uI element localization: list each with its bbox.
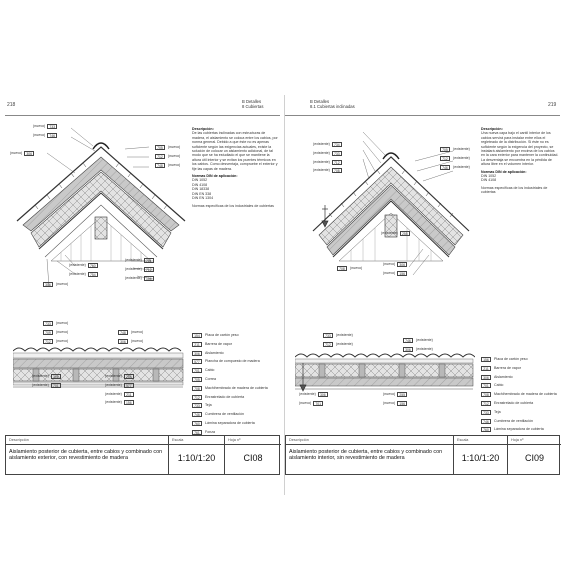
legend-item: 211 Barrera de vapor — [481, 366, 561, 375]
detail-callouts-left-bottom: (existente) 306 (nuevo) 701 — [299, 392, 331, 410]
legend-item: 306 Aislamiento — [192, 351, 280, 360]
scale-value: 1:10/1:20 — [177, 453, 216, 463]
title-block — [285, 435, 560, 475]
legend-item: 712 Enrastrelado de cubierta — [192, 395, 280, 404]
title-block-description: Descripción Aislamiento posterior de cubierta, entre cabios y combinado con aislamiento interior, sin revestimiento de madera — [286, 436, 454, 474]
page-number: 218 — [7, 102, 16, 108]
callout-group-mid-right: (existente) 701 (existente) 712 (existente) 156 — [125, 258, 157, 284]
title-block-scale: Escala 1:10/1:20 — [169, 436, 225, 474]
norms-list: DIN 1052 DIN 4108 — [481, 174, 497, 183]
sheet-title: Aislamiento posterior de cubierta, entre cabios y combinado con aislamiento exterior, con revestimiento de madera — [9, 449, 163, 462]
detail-callouts-left: 733 (existente) 712 (existente) — [323, 333, 353, 351]
legend-item: 705 Correa — [192, 377, 280, 386]
callout-lower-left-3: 306 (nuevo) — [43, 282, 68, 291]
detail-callouts-right-bottom: (nuevo) 255 (nuevo) 156 — [383, 392, 410, 410]
legend-item: 156 Placa de cartón yeso — [481, 357, 561, 366]
materials-legend — [481, 357, 561, 436]
legend-item: 211 Barrera de vapor — [192, 342, 280, 351]
description-block: Descripción: De las cubiertas inclinadas con estructuras de madera, el aislamiento se coloca entre los cabios, por norma general. Debido a que éste no es apenas suficiente según las exigencias actuales, existe la solución de colocar un aislamiento adicional, de tal modo que se ha estudiado el que se mantiene la altura útil interior y se evitan los puentes térmicos en los cabios. Como desventaja, compruebe el exterior y fije las capas de madera. Normas DIN de aplicación: DIN 1052 DIN 4108 DIN 18338 DIN EN 338 DIN EN 1304 Normas específicas de los industriales de cubiertas — [192, 127, 278, 208]
legend-item: 733 Teja — [192, 403, 280, 412]
norms-note: Normas específicas de los industriales de cubiertas — [192, 203, 274, 208]
detail-callouts-right-top: 746 (existente) 306 (existente) — [403, 338, 433, 356]
legend-item: 306 Aislamiento — [481, 375, 561, 384]
right-page — [285, 95, 565, 495]
legend-item: 760 Lámina separadora de cubierta — [192, 421, 280, 430]
ridge-cap — [93, 143, 109, 149]
header-rule — [285, 115, 560, 116]
description-block: Descripción: Una nueva capa bajo el cantil interior de los cabios servirá para instalar entre ellos el regleteado de la distribución. Si éste no es suficiente según la exigencia del proyecto, se instalará aislamiento por encima de los cabios en la cara exterior para mantener la continuidad. La desventaja se encuentra en la pérdida de altura libre en el volumen interior. Normas DIN de aplicación: DIN 1052 DIN 4108 Normas específicas de los industriales de cubiertas — [481, 127, 559, 195]
title-block-sheet: Hoja nº CI09 — [508, 436, 561, 474]
legend-item: 154 Placa de cartón yeso — [192, 333, 280, 342]
callout-group-top-left: (nuevo) 733 (nuevo) 746 — [33, 124, 60, 142]
legend-item: 712 Enrastrelado de cubierta — [481, 401, 561, 410]
detail-callouts-right-top: 748 (nuevo) 306 (nuevo) — [118, 330, 143, 348]
running-head — [242, 99, 263, 109]
detail-section-drawing — [13, 331, 188, 403]
header-rule — [5, 115, 280, 116]
running-head-line: 8 Cubiertas — [242, 104, 264, 110]
title-block-scale: Escala 1:10/1:20 — [454, 436, 508, 474]
ridge-beam — [95, 217, 107, 239]
legend-item: 760 Lámina separadora de cubierta — [481, 427, 561, 436]
running-head-line: B Detalles — [310, 99, 330, 104]
callout-lower-left: 708 (nuevo) — [337, 266, 362, 275]
callout-group-lower-left: (existente) 760 (existente) 754 — [69, 263, 101, 281]
callout-group-lower-right: (nuevo) 306 (nuevo) 156 — [383, 262, 410, 280]
left-page — [5, 95, 285, 495]
legend-item: 701 Cabio — [192, 368, 280, 377]
running-head-line: 8.1 Cubiertas inclinadas — [310, 104, 355, 110]
detail-callouts-left: 733 (nuevo) 709 (nuevo) 712 (nuevo) — [43, 321, 68, 347]
norms-note: Normas específicas de los industriales de cubiertas — [481, 185, 548, 195]
sheet-number: CI09 — [524, 453, 544, 463]
callout-group-top-right: 705 (nuevo) 712 (nuevo) 748 (nuevo) — [155, 145, 180, 171]
running-head-line: B Detalles — [242, 99, 262, 104]
legend-item: 746 Cumbrera de ventilación — [192, 412, 280, 421]
detail-callouts-left-bottom: (existente) 306 (existente) 701 — [32, 374, 64, 392]
callout-top-left-3: (nuevo) 306 — [10, 151, 37, 160]
title-block-sheet: Hoja nº CI08 — [225, 436, 281, 474]
sheet-title: Aislamiento posterior de cubierta, entre cabios y combinado con aislamiento interior, sin revestimiento de madera — [289, 449, 443, 462]
legend-item: 733 Teja — [481, 410, 561, 419]
legend-item: 761 Fonza — [192, 430, 280, 439]
vent-symbol — [322, 205, 328, 227]
sheet-number: CI08 — [243, 453, 263, 463]
legend-item: 708 Machihembrado de madera de cubierta — [481, 392, 561, 401]
callout-group-top-left: (existente) 734 (existente) 733 (existente) 712 (existente) 708 — [313, 142, 345, 177]
legend-item: 701 Cabio — [481, 383, 561, 392]
callout-group-mid: (existente) 255 — [381, 231, 413, 240]
title-block-description: Descripción Aislamiento posterior de cubierta, entre cabios y combinado con aislamiento exterior, con revestimiento de madera — [6, 436, 169, 474]
detail-callouts-right-bottom: (existente) 255 (existente) 577 (existente) 211 (existente) 156 — [105, 374, 137, 409]
materials-legend — [192, 333, 280, 439]
description-text: De las cubiertas inclinadas con estructuras de madera, el aislamiento se coloca entre los cabios, por norma general. Debido a que éste no es apenas suficiente según las exigencias actuales, existe la solución de colocar un aislamiento adicional, de tal modo que se ha estudiado el que se mantiene la altura útil interior y se evitan los puentes térmicos en los cabios. Como desventaja, compruebe el exterior y fije las capas de madera. — [192, 131, 278, 171]
scale-value: 1:10/1:20 — [461, 453, 500, 463]
description-text: Una nueva capa bajo el cantil interior de los cabios servirá para instalar entre ellos el regleteado de la distribución. Si éste no es suficiente según la exigencia del proyecto, se instalará aislamiento por encima de los cabios en la cara exterior para mantener la continuidad. La desventaja se encuentra en la pérdida de altura libre en el volumen interior. — [481, 131, 559, 167]
ridge-cap — [383, 153, 399, 159]
title-block — [5, 435, 280, 475]
running-head — [310, 99, 355, 109]
legend-item: 577 Plancha de compuesto de madera — [192, 359, 280, 368]
page-number: 219 — [548, 102, 557, 108]
norms-list: DIN 1052 DIN 4108 DIN 18338 DIN EN 338 DIN EN 1304 — [192, 178, 214, 201]
legend-item: 708 Machihembrado de madera de cubierta — [192, 386, 280, 395]
legend-item: 746 Cumbrera de ventilación — [481, 419, 561, 428]
callout-group-top-right: 705 (existente) 712 (existente) 746 (existente) — [440, 147, 470, 173]
